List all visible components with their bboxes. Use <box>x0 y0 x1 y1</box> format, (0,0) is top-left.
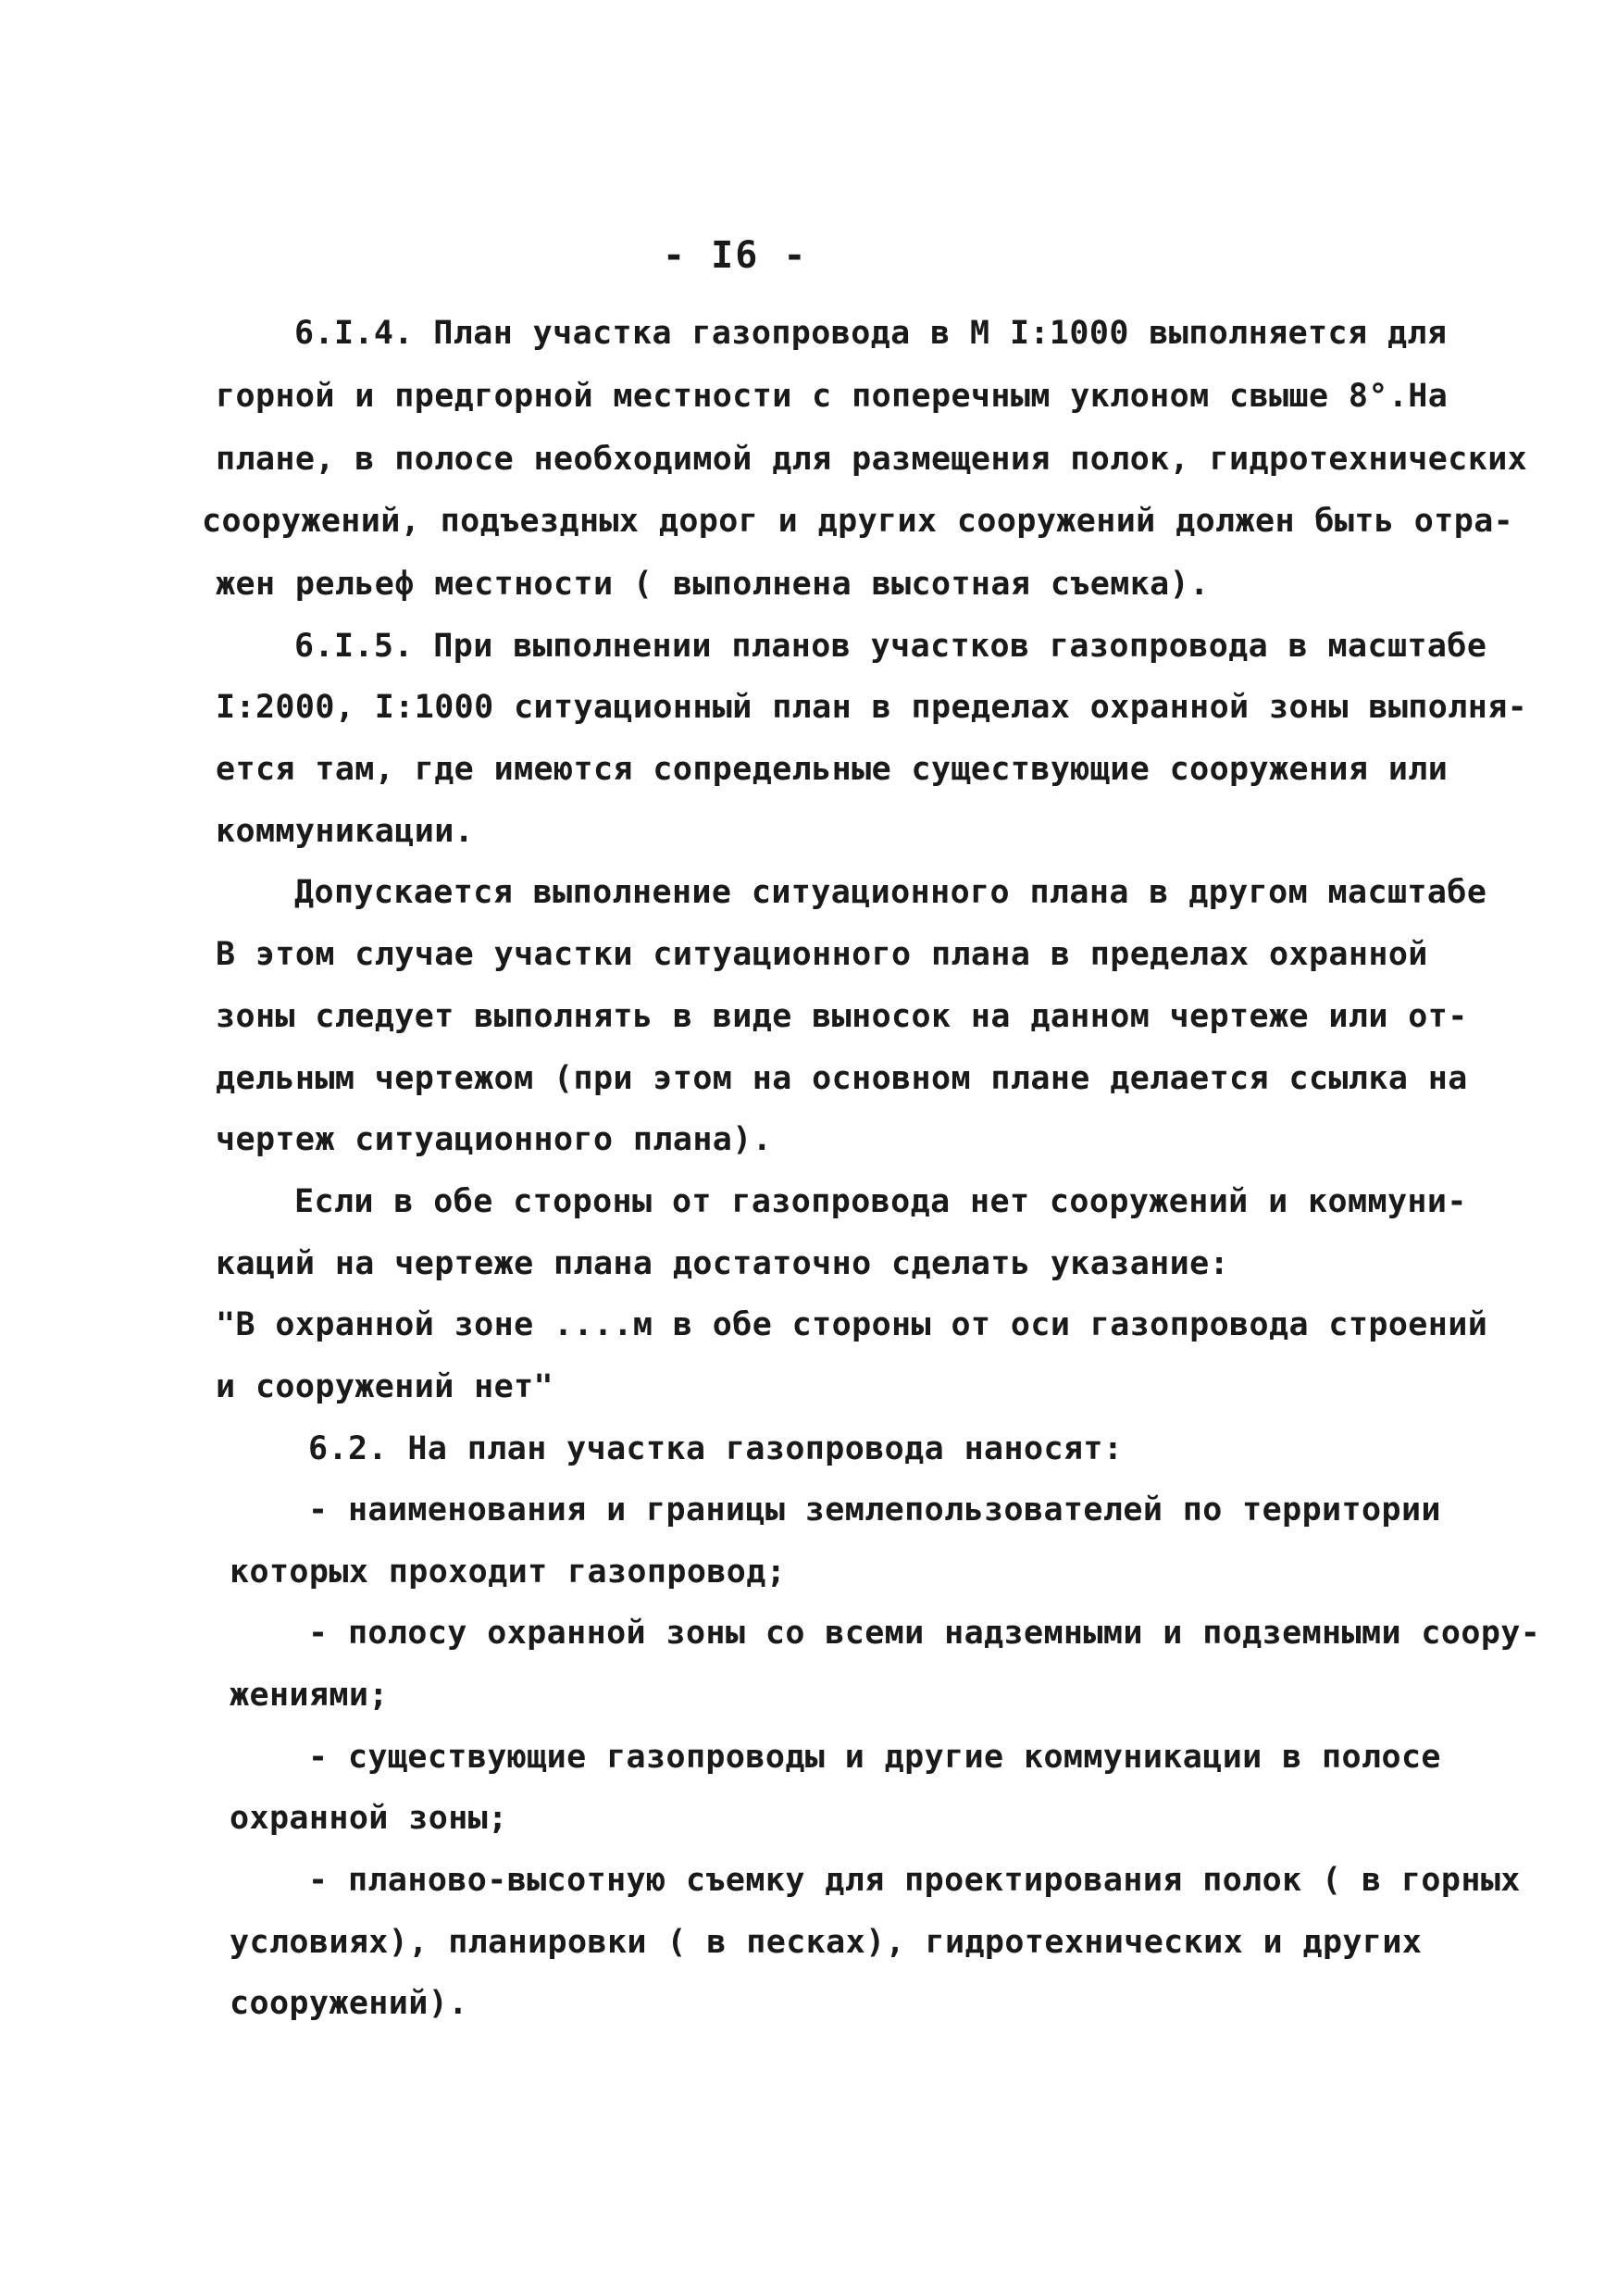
text-line: охранной зоны; <box>230 1800 508 1837</box>
text-line: плане, в полосе необходимой для размещения полок, гидротехнических <box>216 441 1528 478</box>
text-line: коммуникации. <box>216 813 475 850</box>
text-line: условиях), планировки ( в песках), гидротехнических и других <box>230 1924 1423 1961</box>
text-line: которых проходит газопровод; <box>230 1554 787 1591</box>
text-line: каций на чертеже плана достаточно сделать указание: <box>216 1245 1230 1282</box>
text-line: 6.2. На план участка газопровода наносят: <box>308 1430 1124 1467</box>
text-line: чертеж ситуационного плана). <box>216 1121 773 1158</box>
text-line: жен рельеф местности ( выполнена высотная съемка). <box>216 566 1210 603</box>
text-line: - существующие газопроводы и другие коммуникации в полосе <box>308 1739 1441 1776</box>
text-line: - планово-высотную съемку для проектирования полок ( в горных <box>308 1862 1521 1899</box>
text-line: жениями; <box>230 1677 389 1714</box>
text-line: 6.I.5. При выполнении планов участков газопровода в масштабе <box>294 628 1487 665</box>
text-line: дельным чертежом (при этом на основном плане делается ссылка на <box>216 1060 1468 1097</box>
text-line: ется там, где имеются сопредельные существующие сооружения или <box>216 751 1449 788</box>
text-line: 6.I.4. План участка газопровода в М I:1000 выполняется для <box>294 315 1448 352</box>
text-line: сооружений). <box>230 1985 468 2022</box>
text-line: - полосу охранной зоны со всеми надземными и подземными соору- <box>308 1615 1541 1652</box>
text-line: В этом случае участки ситуационного плана в пределах охранной <box>216 936 1428 973</box>
text-line: I:2000, I:1000 ситуационный план в пределах охранной зоны выполня- <box>216 689 1528 726</box>
text-line: горной и предгорной местности с поперечным уклоном свыше 8°.На <box>216 378 1449 415</box>
text-line: Допускается выполнение ситуационного плана в другом масштабе <box>294 874 1487 911</box>
page-number: - I6 - <box>663 234 808 277</box>
text-line: сооружений, подъездных дорог и других сооружений должен быть отра- <box>202 503 1514 540</box>
text-line: и сооружений нет" <box>216 1368 554 1405</box>
text-line: - наименования и границы землепользователей по территории <box>308 1491 1441 1529</box>
text-line: "В охранной зоне ....м в обе стороны от оси газопровода строений <box>216 1306 1488 1343</box>
text-line: зоны следует выполнять в виде выносок на данном чертеже или от- <box>216 998 1468 1035</box>
text-line: Если в обе стороны от газопровода нет сооружений и коммуни- <box>294 1183 1467 1220</box>
